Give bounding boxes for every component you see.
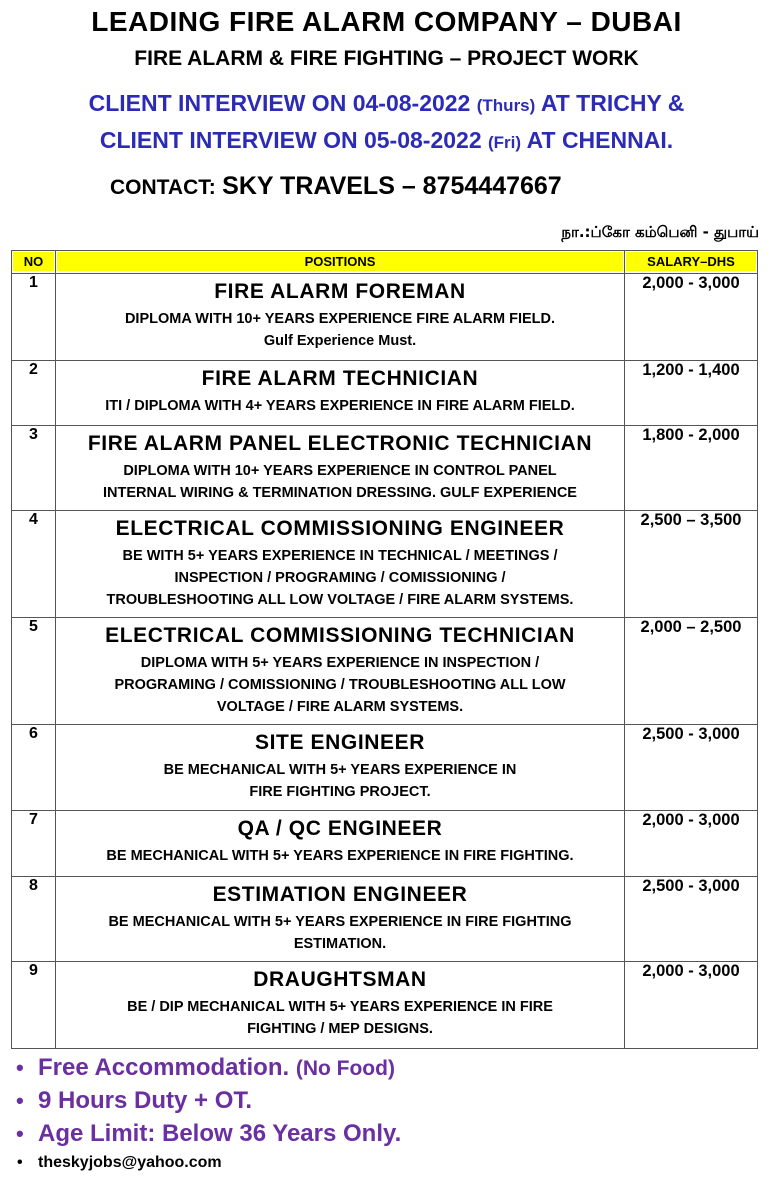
interview-prefix: CLIENT INTERVIEW ON — [88, 90, 347, 116]
interview-location: AT TRICHY & — [540, 90, 685, 116]
position-title: FIRE ALARM TECHNICIAN — [201, 367, 479, 390]
description-line: FIGHTING / MEP DESIGNS. — [247, 1021, 433, 1037]
position-title: ESTIMATION ENGINEER — [212, 883, 468, 906]
position-title: FIRE ALARM PANEL ELECTRONIC TECHNICIAN — [87, 432, 593, 455]
salary-cell: 1,800 - 2,000 — [625, 426, 758, 511]
position-cell — [56, 725, 625, 811]
position-description — [56, 911, 624, 955]
position-description — [56, 308, 624, 352]
position-description — [56, 845, 624, 867]
header-no: NO — [12, 251, 56, 274]
description-line: DIPLOMA WITH 10+ YEARS EXPERIENCE IN CONTROL PANEL — [123, 463, 557, 479]
benefit-duty — [14, 1084, 401, 1117]
positions-table — [11, 250, 758, 1049]
header-salary: SALARY–DHS — [625, 251, 758, 274]
description-line: BE MECHANICAL WITH 5+ YEARS EXPERIENCE IN FIRE FIGHTING — [108, 914, 572, 930]
interview-day: (Fri) — [488, 133, 522, 152]
table-row — [12, 361, 758, 426]
row-number: 3 — [12, 426, 56, 511]
interview-prefix: CLIENT INTERVIEW ON — [99, 127, 358, 153]
description-line: DIPLOMA WITH 10+ YEARS EXPERIENCE FIRE ALARM FIELD. — [124, 311, 556, 327]
description-line: VOLTAGE / FIRE ALARM SYSTEMS. — [216, 699, 464, 715]
row-number: 9 — [12, 962, 56, 1049]
benefit-text: Free Accommodation. — [38, 1054, 290, 1081]
contact-value: SKY TRAVELS – 8754447667 — [222, 172, 562, 200]
description-line: INTERNAL WIRING & TERMINATION DRESSING. GULF EXPERIENCE — [103, 485, 577, 501]
page-title: LEADING FIRE ALARM COMPANY – DUBAI — [91, 6, 682, 37]
description-line: INSPECTION / PROGRAMING / COMISSIONING / — [174, 570, 506, 586]
position-title: FIRE ALARM FOREMAN — [214, 280, 466, 303]
page-subtitle: FIRE ALARM & FIRE FIGHTING – PROJECT WORK — [134, 47, 639, 70]
position-description — [56, 996, 624, 1040]
interview-day: (Thurs) — [476, 96, 536, 115]
tamil-company-line: நா.:ப்கோ கம்பெனி - துபாய் — [561, 223, 759, 241]
table-row — [12, 511, 758, 618]
description-line: BE / DIP MECHANICAL WITH 5+ YEARS EXPERIENCE IN FIRE — [127, 999, 553, 1015]
benefit-note: (No Food) — [295, 1057, 395, 1080]
description-line: DIPLOMA WITH 5+ YEARS EXPERIENCE IN INSPECTION / — [140, 655, 540, 671]
benefit-text: 9 Hours Duty + OT. — [38, 1087, 253, 1114]
description-line: BE MECHANICAL WITH 5+ YEARS EXPERIENCE IN FIRE FIGHTING. — [106, 848, 574, 864]
position-cell — [56, 361, 625, 426]
benefit-age-limit — [14, 1117, 401, 1150]
table-row — [12, 811, 758, 877]
salary-cell: 1,200 - 1,400 — [625, 361, 758, 426]
position-title: QA / QC ENGINEER — [237, 817, 443, 840]
contact-email[interactable] — [14, 1150, 401, 1176]
description-line: FIRE FIGHTING PROJECT. — [249, 784, 431, 800]
benefit-text: Age Limit: Below 36 Years Only. — [38, 1120, 402, 1147]
position-cell — [56, 962, 625, 1049]
contact-line — [110, 172, 562, 201]
description-line: BE MECHANICAL WITH 5+ YEARS EXPERIENCE IN — [163, 762, 517, 778]
position-title: DRAUGHTSMAN — [253, 968, 427, 991]
description-line: ITI / DIPLOMA WITH 4+ YEARS EXPERIENCE IN FIRE ALARM FIELD. — [105, 398, 575, 414]
position-description — [56, 395, 624, 417]
position-title: SITE ENGINEER — [255, 731, 425, 754]
contact-label: CONTACT: — [110, 176, 216, 199]
salary-cell: 2,000 - 3,000 — [625, 811, 758, 877]
salary-cell: 2,000 – 2,500 — [625, 618, 758, 725]
benefits-list — [14, 1051, 401, 1176]
interview-date: 05-08-2022 — [363, 127, 482, 153]
position-title: ELECTRICAL COMMISSIONING ENGINEER — [115, 517, 565, 540]
row-number: 6 — [12, 725, 56, 811]
position-cell — [56, 274, 625, 361]
position-description — [56, 759, 624, 803]
salary-cell: 2,500 – 3,500 — [625, 511, 758, 618]
table-row — [12, 962, 758, 1049]
interview-location: AT CHENNAI. — [526, 127, 674, 153]
table-row — [12, 618, 758, 725]
salary-cell: 2,000 - 3,000 — [625, 962, 758, 1049]
table-row — [12, 725, 758, 811]
description-line: ESTIMATION. — [293, 936, 387, 952]
position-title: ELECTRICAL COMMISSIONING TECHNICIAN — [105, 624, 575, 647]
description-line: Gulf Experience Must. — [263, 333, 417, 349]
position-description — [56, 460, 624, 504]
row-number: 5 — [12, 618, 56, 725]
table-row — [12, 426, 758, 511]
description-line: BE WITH 5+ YEARS EXPERIENCE IN TECHNICAL / MEETINGS / — [122, 548, 558, 564]
table-row — [12, 274, 758, 361]
description-line: PROGRAMING / COMISSIONING / TROUBLESHOOTING ALL LOW — [114, 677, 566, 693]
position-description — [56, 545, 624, 611]
row-number: 2 — [12, 361, 56, 426]
description-line: TROUBLESHOOTING ALL LOW VOLTAGE / FIRE ALARM SYSTEMS. — [106, 592, 574, 608]
table-header-row — [12, 251, 758, 274]
salary-cell: 2,500 - 3,000 — [625, 877, 758, 962]
salary-cell: 2,500 - 3,000 — [625, 725, 758, 811]
row-number: 7 — [12, 811, 56, 877]
interview-line-trichy — [0, 90, 773, 117]
benefit-accommodation — [14, 1051, 401, 1084]
table-row — [12, 877, 758, 962]
position-description — [56, 652, 624, 718]
salary-cell: 2,000 - 3,000 — [625, 274, 758, 361]
row-number: 8 — [12, 877, 56, 962]
row-number: 4 — [12, 511, 56, 618]
row-number: 1 — [12, 274, 56, 361]
position-cell — [56, 511, 625, 618]
header-positions: POSITIONS — [56, 251, 625, 274]
position-cell — [56, 618, 625, 725]
position-cell — [56, 811, 625, 877]
interview-line-chennai — [0, 127, 773, 154]
position-cell — [56, 426, 625, 511]
interview-date: 04-08-2022 — [352, 90, 471, 116]
position-cell — [56, 877, 625, 962]
email-text[interactable]: theskyjobs@yahoo.com — [38, 1154, 222, 1171]
